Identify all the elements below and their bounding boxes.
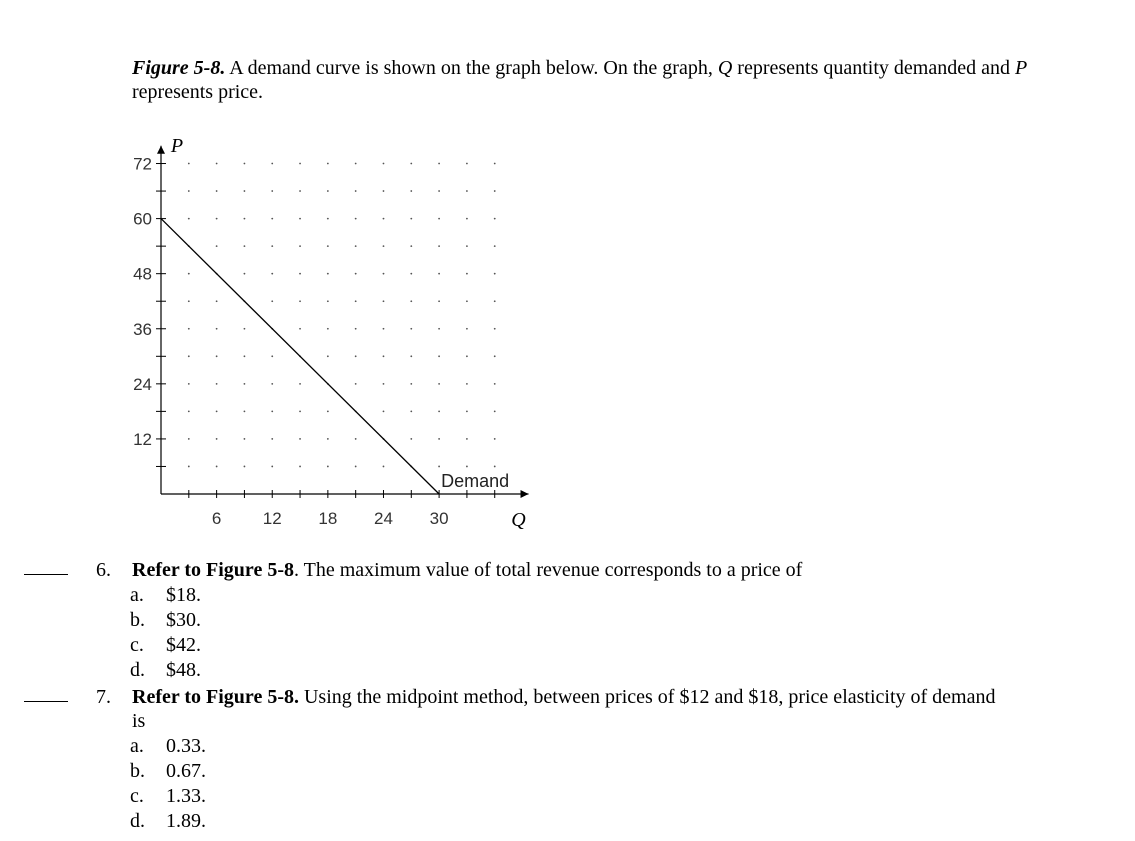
grid-dot	[188, 273, 190, 275]
grid-dot	[355, 383, 357, 385]
grid-dot	[299, 410, 301, 412]
caption-text-1: A demand curve is shown on the graph below. On the graph,	[225, 57, 718, 79]
grid-dot	[216, 355, 218, 357]
grid-dot	[327, 273, 329, 275]
question-number: 6.	[96, 559, 111, 581]
choice-letter: c.	[130, 785, 144, 807]
grid-dot	[327, 218, 329, 220]
grid-dot	[355, 466, 357, 468]
question-lead: Refer to Figure 5-8.	[132, 686, 299, 708]
grid-dot	[271, 355, 273, 357]
grid-dot	[244, 245, 246, 247]
grid-dot	[188, 410, 190, 412]
grid-dot	[410, 190, 412, 192]
choice-value: $42.	[166, 634, 201, 656]
x-tick-label: 18	[318, 509, 338, 528]
grid-dot	[383, 410, 385, 412]
grid-dot	[383, 328, 385, 330]
grid-dot	[299, 328, 301, 330]
grid-dot	[327, 163, 329, 165]
grid-dot	[244, 438, 246, 440]
y-axis-arrow	[157, 146, 165, 154]
grid-dot	[438, 273, 440, 275]
grid-dot	[466, 218, 468, 220]
choice-value: $30.	[166, 609, 201, 631]
y-tick-label: 36	[133, 319, 152, 339]
choice-value: 0.67.	[166, 760, 206, 782]
y-tick-label: 48	[133, 264, 152, 284]
demand-curve-label: Demand	[441, 471, 510, 491]
question-text	[132, 685, 1012, 733]
grid-dot	[438, 410, 440, 412]
grid-dot	[244, 355, 246, 357]
choice-letter: a.	[130, 735, 144, 757]
grid-dot	[410, 245, 412, 247]
grid-dot	[244, 328, 246, 330]
caption-p-symbol: P	[1014, 57, 1028, 79]
grid-dot	[216, 410, 218, 412]
grid-dot	[355, 438, 357, 440]
grid-dot	[355, 245, 357, 247]
grid-dot	[244, 273, 246, 275]
x-axis-arrow	[521, 490, 529, 498]
grid-dot	[383, 273, 385, 275]
grid-dot	[466, 190, 468, 192]
grid-dot	[216, 383, 218, 385]
grid-dot	[466, 410, 468, 412]
grid-dot	[494, 438, 496, 440]
grid-dot	[188, 383, 190, 385]
grid-dot	[299, 300, 301, 302]
figure-label: Figure 5-8.	[132, 57, 226, 79]
grid-dot	[188, 328, 190, 330]
grid-dot	[299, 245, 301, 247]
grid-dot	[410, 383, 412, 385]
grid-dot	[383, 190, 385, 192]
grid-dot	[410, 355, 412, 357]
question-lead: Refer to Figure 5-8	[132, 559, 294, 581]
grid-dot	[188, 163, 190, 165]
grid-dot	[355, 273, 357, 275]
grid-dot	[494, 328, 496, 330]
grid-dot	[438, 355, 440, 357]
choice-value: 1.89.	[166, 810, 206, 832]
grid-dot	[438, 466, 440, 468]
grid-dot	[466, 300, 468, 302]
choice-value: $18.	[166, 584, 201, 606]
grid-dot	[466, 163, 468, 165]
grid-dot	[216, 218, 218, 220]
grid-dot	[466, 438, 468, 440]
grid-dot	[494, 273, 496, 275]
grid-dot	[438, 190, 440, 192]
x-tick-label: 12	[262, 509, 282, 528]
grid-dot	[383, 355, 385, 357]
grid-dot	[216, 328, 218, 330]
grid-dot	[327, 245, 329, 247]
caption-q-symbol: Q	[717, 57, 733, 79]
grid-dot	[271, 410, 273, 412]
question-number: 7.	[96, 686, 111, 708]
grid-dot	[216, 438, 218, 440]
grid-dot	[355, 328, 357, 330]
grid-dot	[355, 300, 357, 302]
grid-dot	[466, 466, 468, 468]
grid-dot	[438, 328, 440, 330]
grid-dot	[438, 245, 440, 247]
grid-dot	[494, 245, 496, 247]
demand-curve	[161, 219, 439, 494]
grid-dot	[383, 163, 385, 165]
grid-dot	[188, 300, 190, 302]
grid-dot	[271, 163, 273, 165]
x-axis-label: Q	[511, 509, 526, 531]
grid-dot	[383, 245, 385, 247]
y-tick-label: 72	[133, 154, 152, 174]
grid-dot	[410, 218, 412, 220]
choice-letter: b.	[130, 609, 145, 631]
grid-dot	[438, 218, 440, 220]
grid-dot	[494, 218, 496, 220]
grid-dot	[299, 190, 301, 192]
grid-dot	[216, 300, 218, 302]
grid-dot	[410, 438, 412, 440]
x-tick-label: 30	[429, 509, 449, 528]
grid-dot	[299, 466, 301, 468]
grid-dot	[299, 438, 301, 440]
grid-dot	[327, 466, 329, 468]
grid-dot	[327, 190, 329, 192]
grid-dot	[494, 190, 496, 192]
grid-dot	[271, 273, 273, 275]
choice-letter: a.	[130, 584, 144, 606]
grid-dot	[494, 300, 496, 302]
grid-dot	[494, 383, 496, 385]
grid-dot	[327, 438, 329, 440]
grid-dot	[466, 355, 468, 357]
grid-dot	[244, 383, 246, 385]
grid-dot	[216, 466, 218, 468]
grid-dot	[327, 355, 329, 357]
grid-dot	[271, 438, 273, 440]
grid-dot	[271, 218, 273, 220]
grid-dot	[244, 466, 246, 468]
grid-dot	[327, 300, 329, 302]
grid-dot	[355, 355, 357, 357]
caption-text-3: represents price.	[132, 81, 264, 103]
choice-letter: c.	[130, 634, 144, 656]
grid-dot	[299, 383, 301, 385]
choice-value: 0.33.	[166, 735, 206, 757]
grid-dot	[355, 163, 357, 165]
grid-dot	[383, 218, 385, 220]
grid-dot	[466, 383, 468, 385]
grid-dot	[271, 466, 273, 468]
answer-blank-7[interactable]	[24, 701, 68, 702]
question-body: . The maximum value of total revenue corresponds to a price of	[293, 559, 803, 581]
choice-value: $48.	[166, 659, 201, 681]
grid-dot	[188, 190, 190, 192]
grid-dot	[216, 245, 218, 247]
grid-dot	[299, 163, 301, 165]
grid-dot	[410, 328, 412, 330]
grid-dot	[410, 410, 412, 412]
grid-dot	[216, 163, 218, 165]
y-tick-label: 24	[133, 374, 152, 394]
grid-dot	[410, 163, 412, 165]
grid-dot	[494, 466, 496, 468]
grid-dot	[216, 190, 218, 192]
choice-letter: d.	[130, 810, 145, 832]
caption-text-2: represents quantity demanded and	[732, 57, 1015, 79]
grid-dot	[438, 300, 440, 302]
grid-dot	[383, 300, 385, 302]
y-tick-label: 12	[133, 429, 152, 449]
question-text	[132, 558, 1012, 582]
grid-dot	[271, 245, 273, 247]
grid-dot	[244, 410, 246, 412]
grid-dot	[494, 163, 496, 165]
x-tick-label: 24	[374, 509, 393, 528]
grid-dot	[438, 163, 440, 165]
grid-dot	[271, 383, 273, 385]
grid-dot	[494, 355, 496, 357]
grid-dot	[410, 300, 412, 302]
choice-value: 1.33.	[166, 785, 206, 807]
grid-dot	[299, 218, 301, 220]
choice-letter: b.	[130, 760, 145, 782]
grid-dot	[438, 383, 440, 385]
y-tick-label: 60	[133, 209, 152, 229]
grid-dot	[355, 218, 357, 220]
grid-dot	[383, 466, 385, 468]
grid-dot	[494, 410, 496, 412]
grid-dot	[466, 273, 468, 275]
grid-dot	[244, 163, 246, 165]
grid-dot	[438, 438, 440, 440]
grid-dot	[188, 218, 190, 220]
answer-blank-6[interactable]	[24, 574, 68, 575]
grid-dot	[244, 190, 246, 192]
grid-dot	[410, 273, 412, 275]
grid-dot	[383, 383, 385, 385]
grid-dot	[327, 410, 329, 412]
grid-dot	[271, 190, 273, 192]
grid-dot	[299, 273, 301, 275]
grid-dot	[188, 355, 190, 357]
grid-dot	[327, 328, 329, 330]
grid-dot	[466, 245, 468, 247]
grid-dot	[271, 300, 273, 302]
y-axis-label: P	[170, 134, 184, 157]
grid-dot	[466, 328, 468, 330]
grid-dot	[188, 438, 190, 440]
question-body: Using the midpoint method, between prices of $12 and $18, price elasticity of demand is	[132, 686, 996, 732]
grid-dot	[244, 218, 246, 220]
grid-dot	[188, 466, 190, 468]
grid-dot	[355, 190, 357, 192]
x-tick-label: 6	[211, 509, 222, 528]
choice-letter: d.	[130, 659, 145, 681]
